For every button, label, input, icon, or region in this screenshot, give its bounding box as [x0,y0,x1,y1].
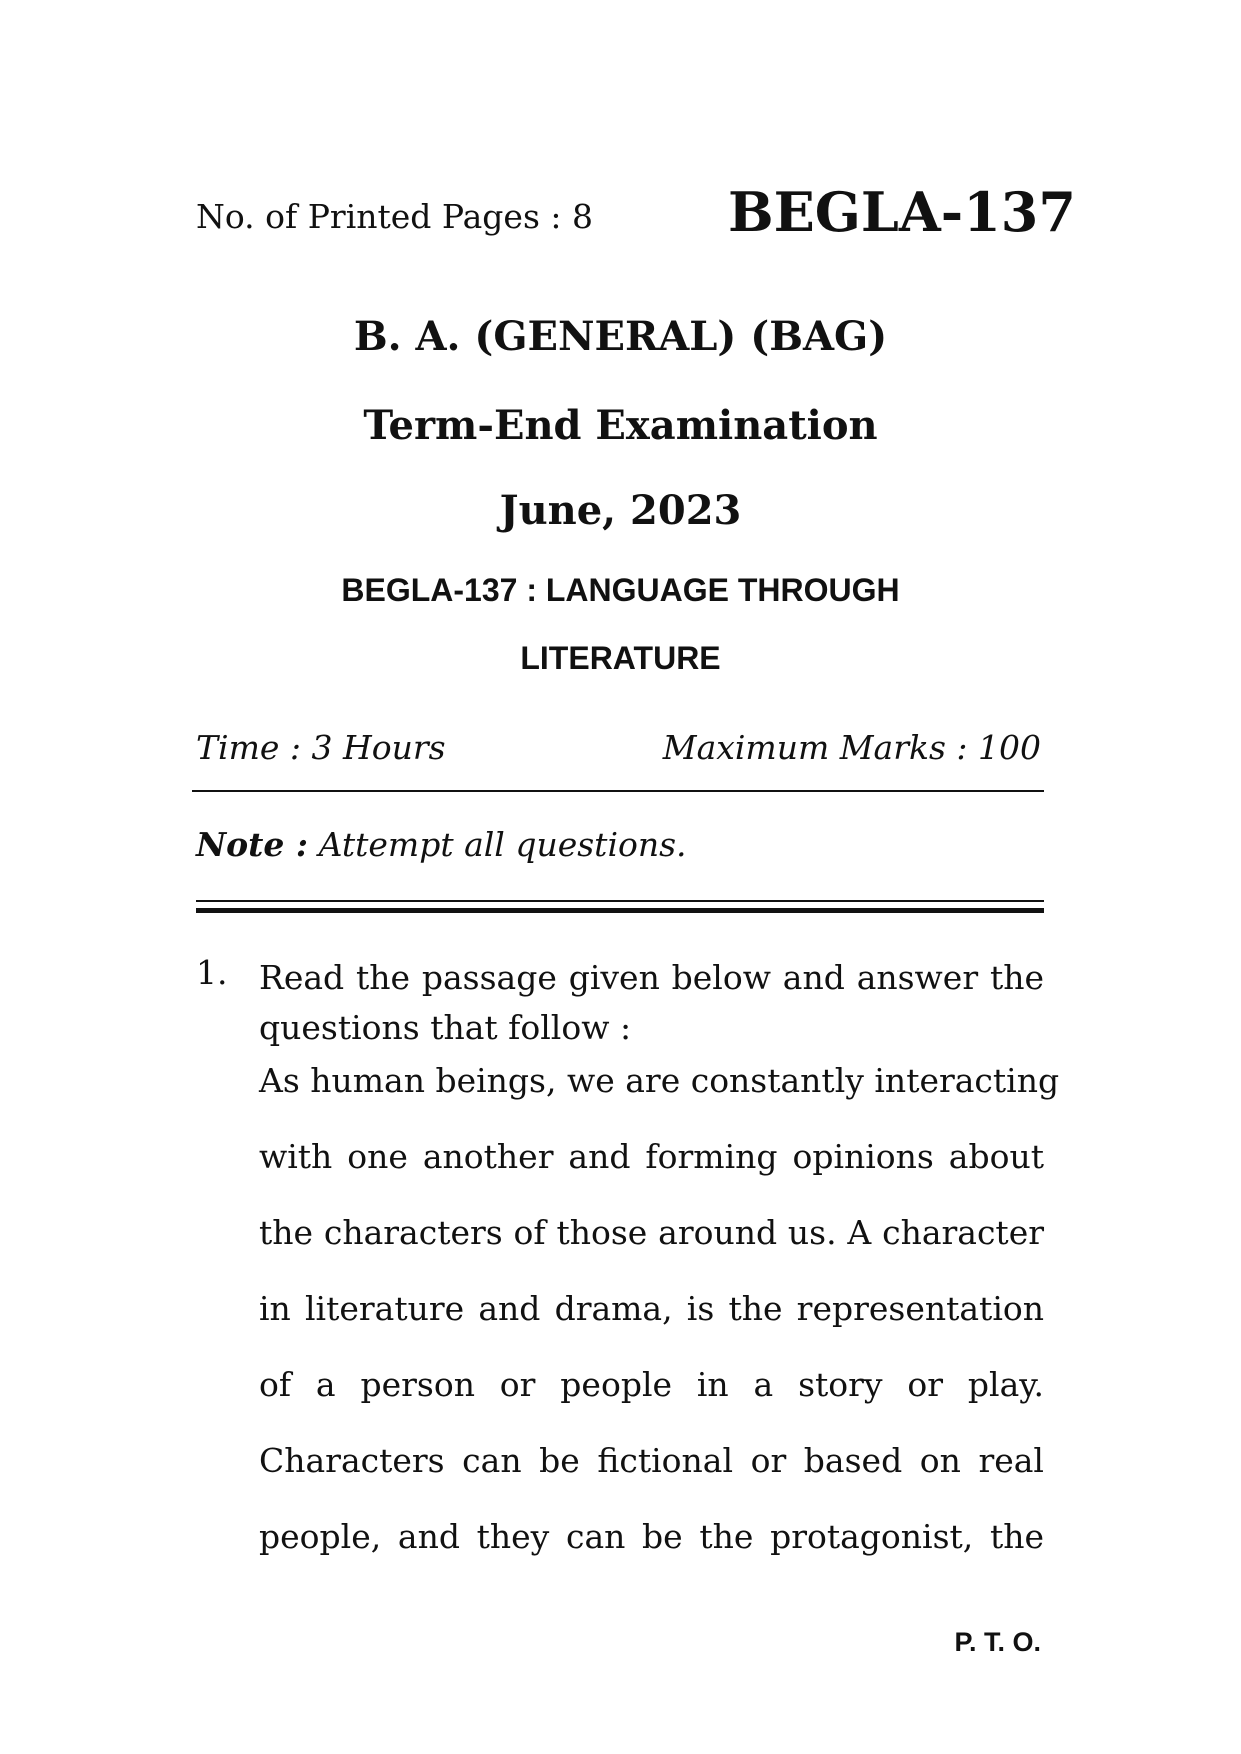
passage-line: in literature and drama, is the representation [259,1289,1044,1328]
passage-line: the characters of those around us. A character [259,1213,1044,1252]
instructions-note [196,825,687,864]
question-number: 1. [196,953,228,992]
divider-line [192,790,1044,792]
course-title-line1: BEGLA-137 : LANGUAGE THROUGH [341,572,900,608]
course-title-line2: LITERATURE [520,640,721,676]
printed-pages-count: No. of Printed Pages : 8 [196,197,593,236]
programme-title: B. A. (GENERAL) (BAG) [353,313,888,360]
passage-line: people, and they can be the protagonist, the [259,1517,1044,1556]
paper-code: BEGLA-137 [728,180,1076,244]
reading-passage [259,1058,1060,1590]
double-divider-thin [196,900,1044,902]
maximum-marks: Maximum Marks : 100 [662,728,1041,767]
page-turn-over: P. T. O. [954,1627,1041,1657]
exam-title: Term-End Examination [363,402,878,449]
note-label: Note : [196,825,309,864]
question-prompt: Read the passage given below and answer the questions that follow : [259,958,1044,1047]
double-divider-thick [196,908,1044,913]
passage-line: with one another and forming opinions about [259,1137,1044,1176]
note-text: Attempt all questions. [318,825,687,864]
passage-line: As human beings, we are constantly interacting [259,1061,1060,1100]
exam-session: June, 2023 [499,487,742,534]
passage-line: of a person or people in a story or play. [259,1365,1044,1404]
exam-duration: Time : 3 Hours [196,728,446,767]
passage-line: Characters can be fictional or based on real [259,1441,1044,1480]
